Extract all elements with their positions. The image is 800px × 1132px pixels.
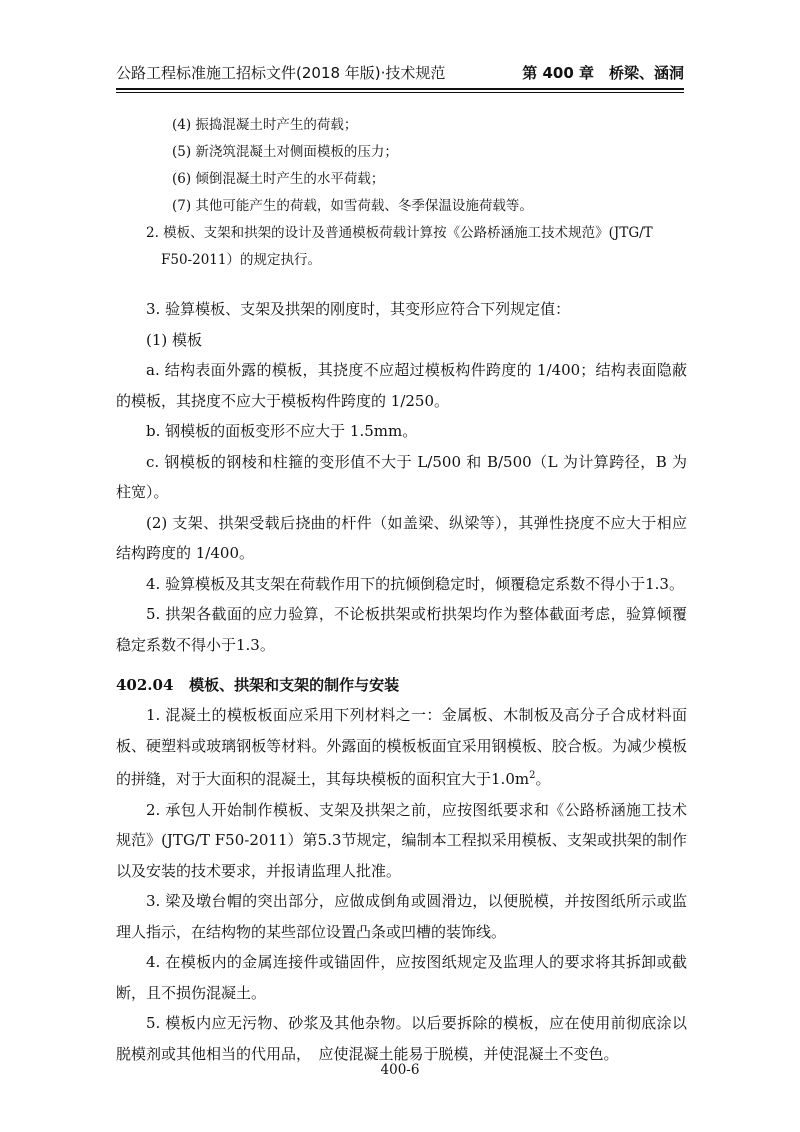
paragraph: 3. 验算模板、支架及拱架的刚度时，其变形应符合下列规定值： [146,300,571,318]
item-2-line2: F50-2011）的规定执行。 [161,252,321,268]
paragraph: 4. 验算模板及其支架在荷载作用下的抗倾倒稳定时，倾覆稳定系数不得小于1.3。 [146,574,684,593]
list-item: (4) 振捣混凝土时产生的荷载； [172,117,358,133]
paragraph: c. 钢模板的钢棱和柱箍的变形值不大于 L/500 和 B/500（L 为计算跨径，B 为柱宽）。 [116,452,687,501]
header-chapter-title: 第 400 章 桥梁、涵洞 [522,64,684,82]
header-document-title: 公路工程标准施工招标文件(2018 年版)·技术规范 [116,64,446,82]
header-rule-thick [116,88,684,90]
section-title: 模板、拱架和支架的制作与安装 [189,676,400,694]
paragraph: 2. 承包人开始制作模板、支架及拱架之前，应按图纸要求和《公路桥涵施工技术规范》(JTG/T F50-2011）第5.3节规定，编制本工程拟采用模板、支架或拱架的制作以及安装的技术要求，并报请监理人批准。 [116,800,687,880]
item-2-line1: 2. 模板、支架和拱架的设计及普通模板荷载计算按《公路桥涵施工技术规范》(JTG/T [146,225,653,241]
page-header [116,62,684,88]
paragraph: 3. 梁及墩台帽的突出部分，应做成倒角或圆滑边，以便脱模，并按图纸所示或监理人指示，在结构物的某些部位设置凸条或凹槽的装饰线。 [116,892,687,941]
paragraph: (1) 模板 [146,330,203,349]
paragraph: b. 钢模板的面板变形不应大于 1.5mm。 [146,422,418,440]
paragraph: a. 结构表面外露的模板，其挠度不应超过模板构件跨度的 1/400；结构表面隐蔽的模板，其挠度不应大于模板构件跨度的 1/250。 [116,361,687,410]
section-number: 402.04 [116,676,174,694]
paragraph: 5. 拱架各截面的应力验算，不论板拱架或桁拱架均作为整体截面考虑，验算倾覆稳定系数不得小于1.3。 [116,605,687,654]
fabrication-rules [116,700,687,1069]
list-item: (7) 其他可能产生的荷载，如雪荷载、冬季保温设施荷载等。 [172,198,533,214]
paragraph [116,700,687,795]
list-item: (5) 新浇筑混凝土对侧面模板的压力； [172,144,398,160]
paragraph: 5. 模板内应无污物、砂浆及其他杂物。以后要拆除的模板，应在使用前彻底涂以脱模剂或其他相当的代用品， 应使混凝土能易于脱模，并使混凝土不变色。 [116,1014,687,1063]
paragraph: (2) 支架、拱架受载后挠曲的杆件（如盖梁、纵梁等），其弹性挠度不应大于相应结构跨度的 1/400。 [116,513,687,562]
section-heading [116,670,687,700]
paragraph-text: 1. 混凝土的模板板面应采用下列材料之一：金属板、木制板及高分子合成材料面板、硬塑料或玻璃钢板等材料。外露面的模板板面宜采用钢模板、胶合板。为减少模板的拼缝，对于大面积的混凝土，其每块模板的面积宜大于1.0m [116,706,687,788]
list-item: (6) 倾倒混凝土时产生的水平荷载； [172,171,385,187]
load-list [116,112,687,220]
paragraph-end: 。 [535,770,551,788]
page-number: 400-6 [380,1062,420,1078]
page-content [116,112,687,1069]
header-rule-thin [116,92,684,93]
item-2-paragraph [116,220,687,274]
superscript: 2 [529,770,536,781]
deformation-rules [116,294,687,660]
paragraph: 4. 在模板内的金属连接件或锚固件，应按图纸规定及监理人的要求将其拆卸或截断，且不损伤混凝土。 [116,953,687,1002]
